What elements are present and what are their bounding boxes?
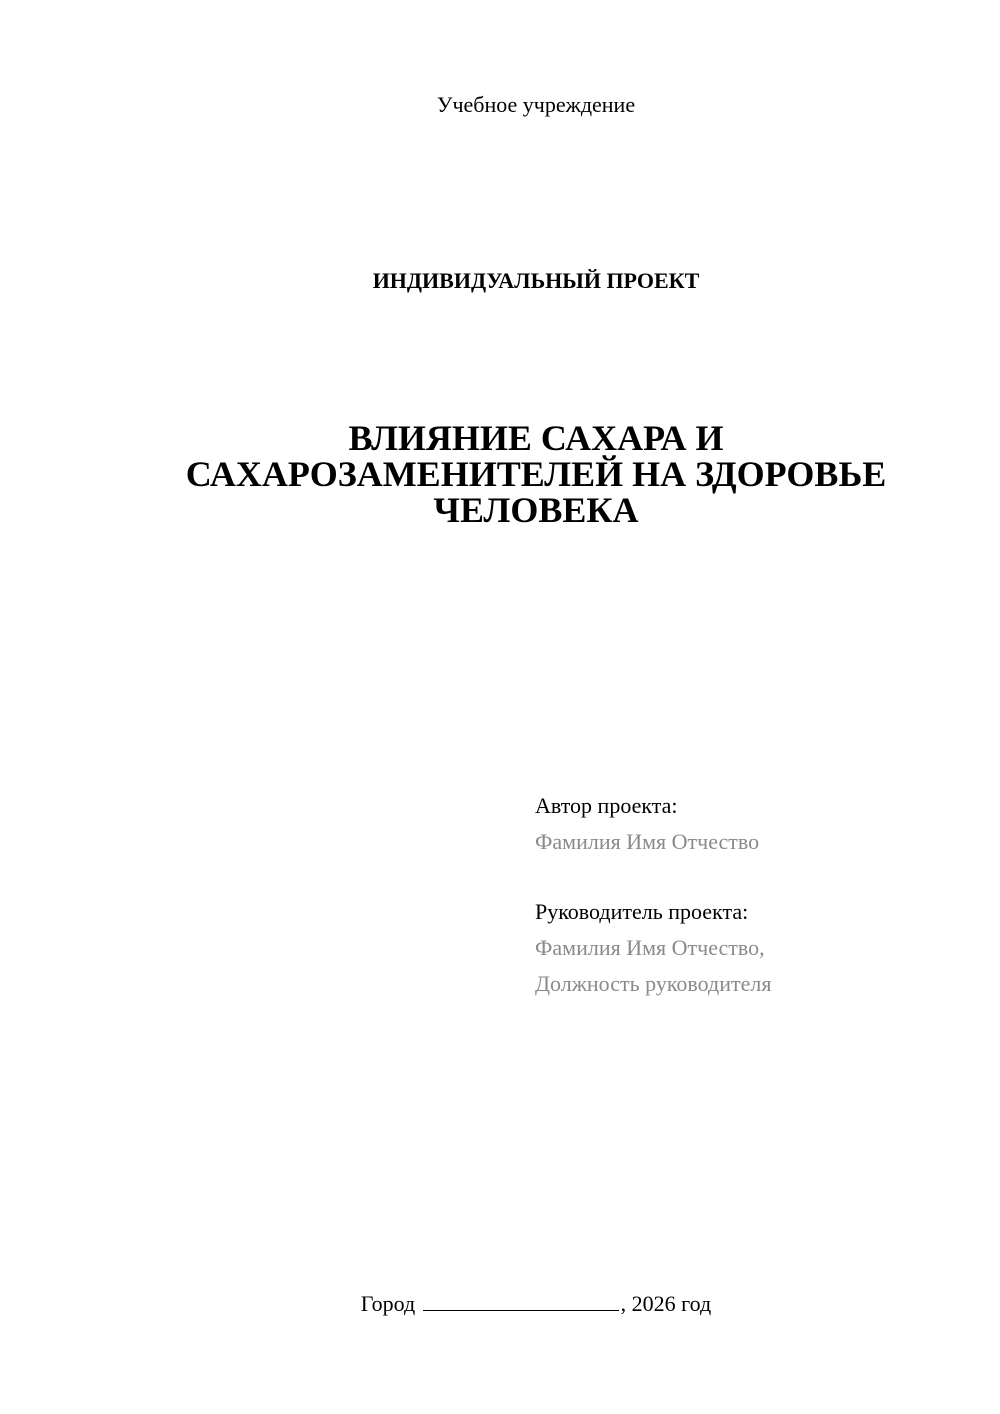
year-label: , 2026 год — [620, 1291, 712, 1316]
signature-spacer — [535, 860, 771, 894]
project-title-line: ЧЕЛОВЕКА — [433, 490, 639, 530]
supervisor-label: Руководитель проекта: — [535, 899, 749, 924]
supervisor-position: Должность руководителя — [535, 971, 772, 996]
signature-block — [535, 788, 771, 1002]
project-title-line: САХАРОЗАМЕНИТЕЛЕЙ НА ЗДОРОВЬЕ — [185, 454, 887, 494]
supervisor-name: Фамилия Имя Отчество, — [535, 935, 765, 960]
city-year-line — [0, 1290, 1000, 1317]
document-type: ИНДИВИДУАЛЬНЫЙ ПРОЕКТ — [372, 268, 700, 293]
city-label: Город — [360, 1291, 416, 1316]
institution-name: Учебное учреждение — [436, 92, 636, 117]
project-title — [0, 420, 1000, 528]
project-title-line: ВЛИЯНИЕ САХАРА И — [348, 418, 724, 458]
author-name: Фамилия Имя Отчество — [535, 829, 760, 854]
city-blank-line — [423, 1290, 619, 1311]
author-label: Автор проекта: — [535, 793, 678, 818]
